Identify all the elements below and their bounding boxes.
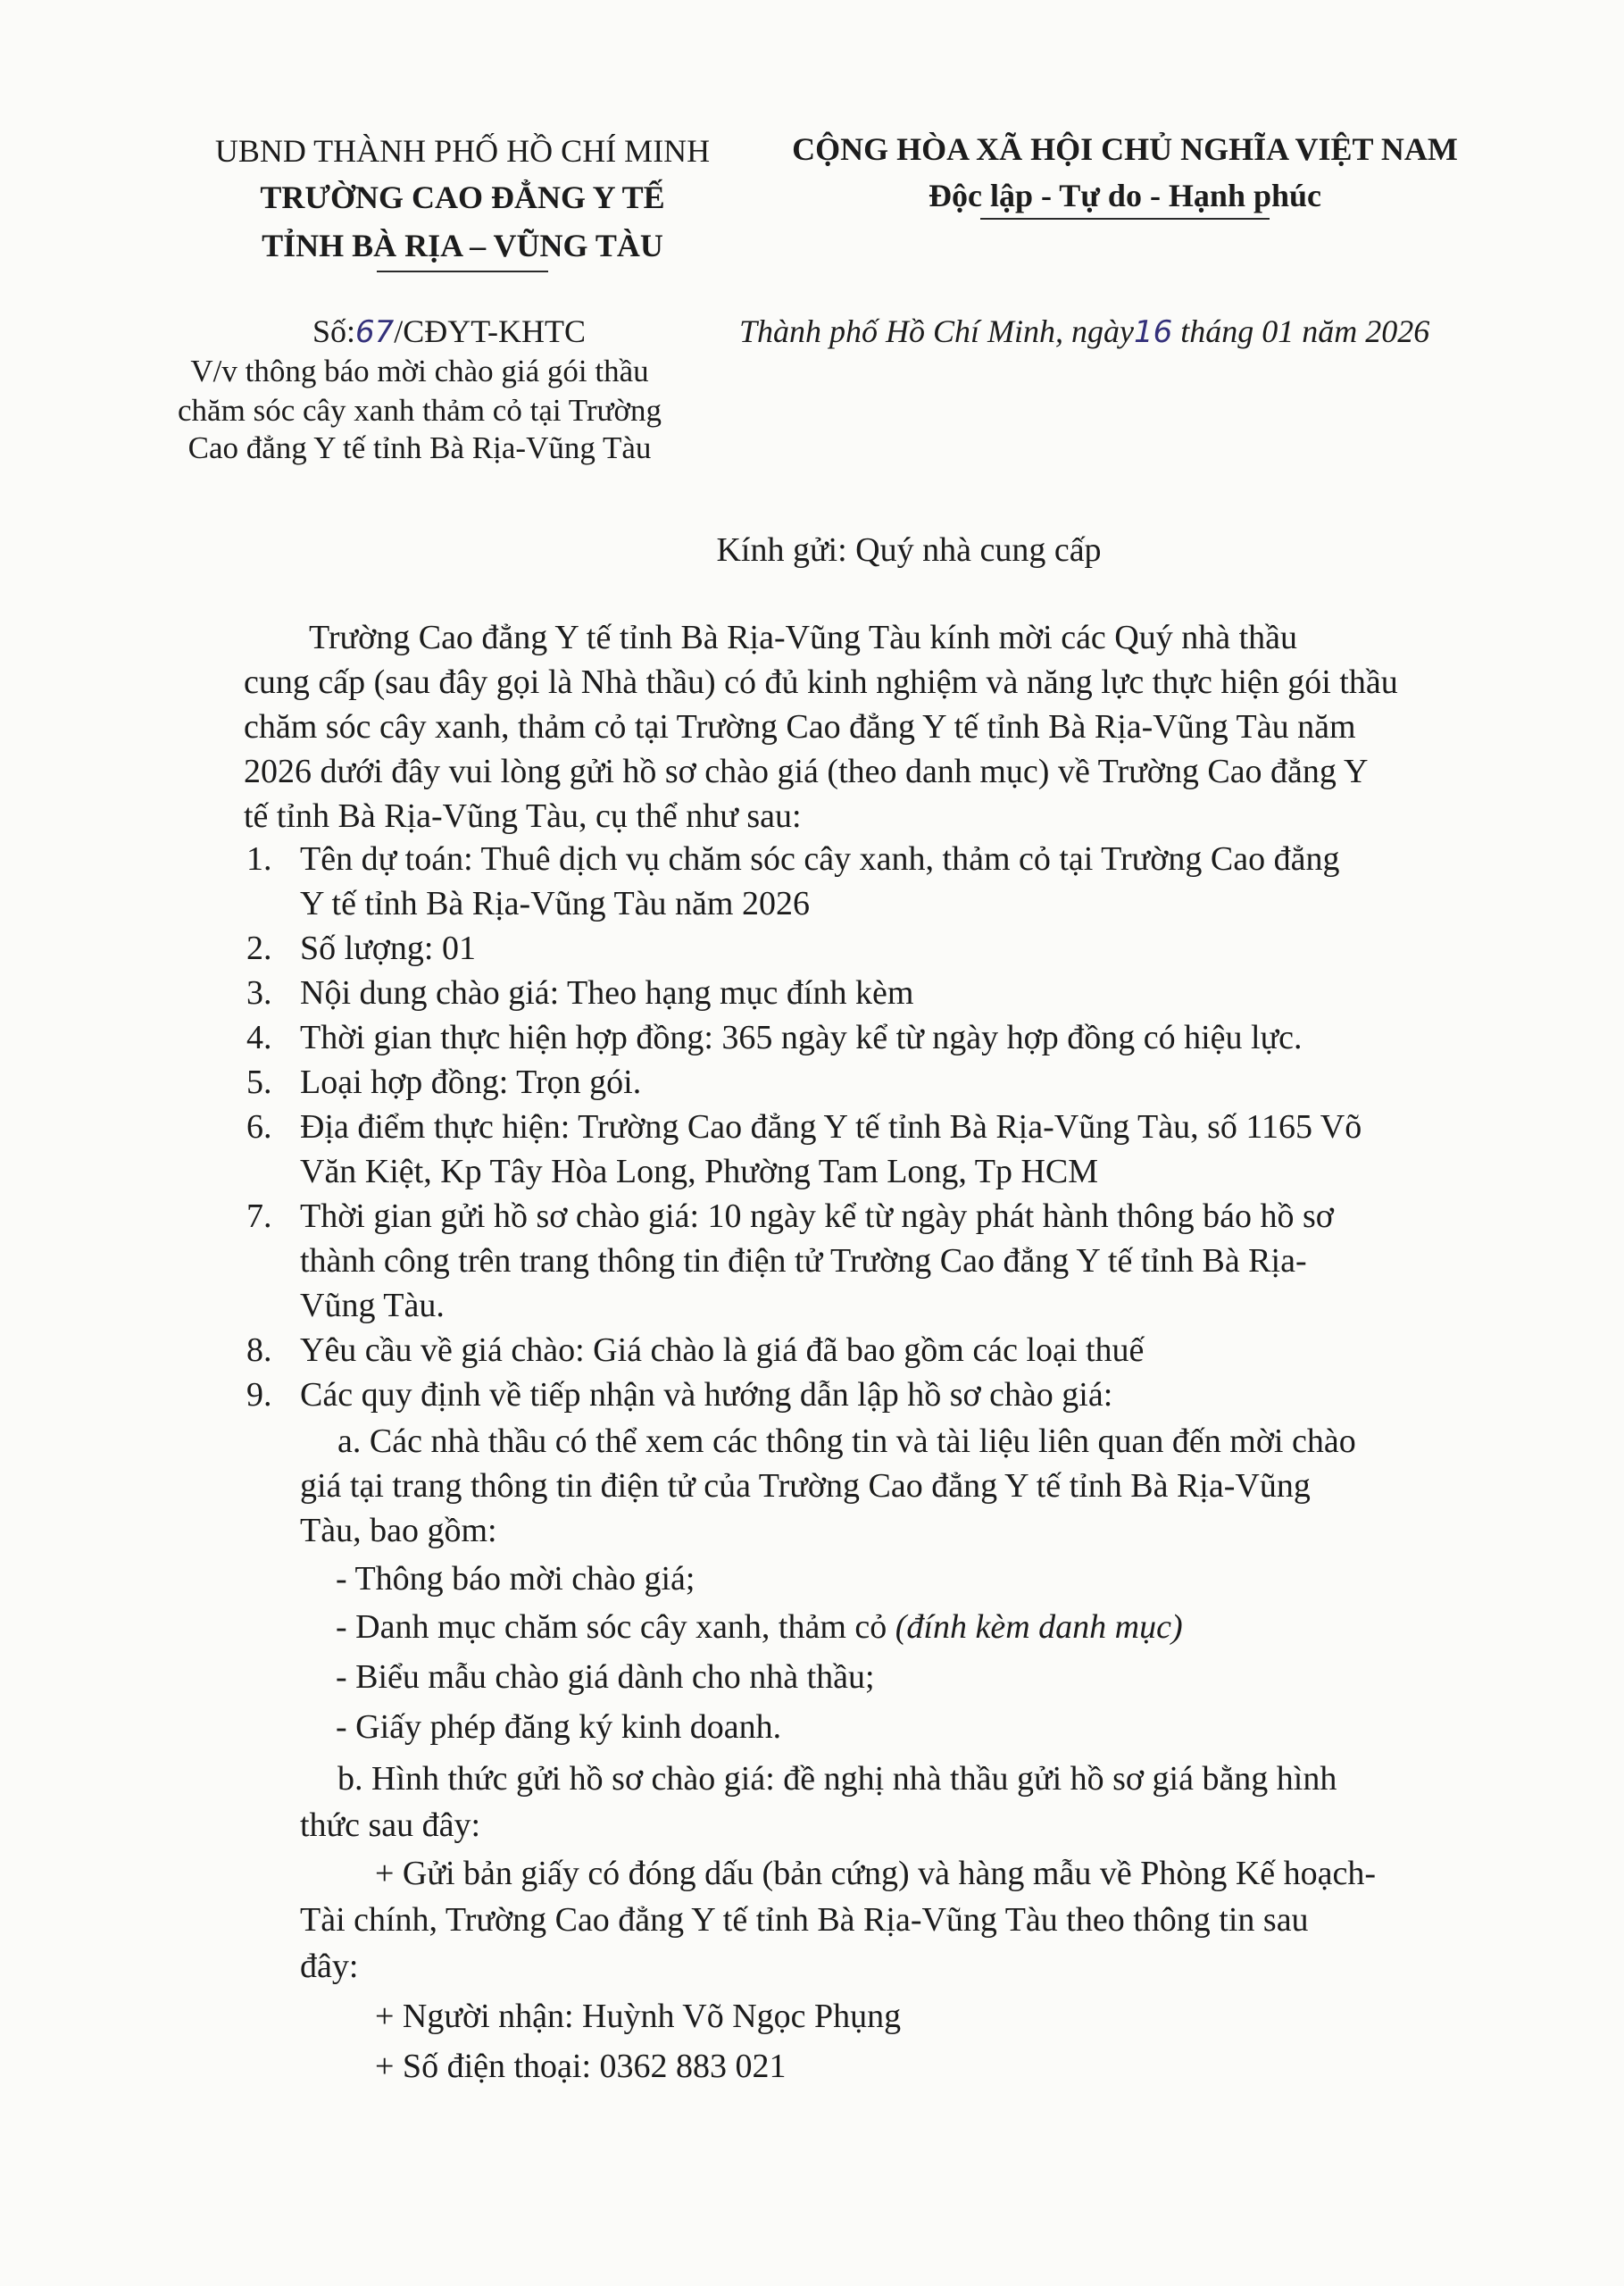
doc-number-handwritten: 67: [355, 314, 395, 350]
national-title: CỘNG HÒA XÃ HỘI CHỦ NGHĨA VIỆT NAM: [792, 131, 1458, 167]
list-item-text: Vũng Tàu.: [300, 1287, 445, 1324]
intro-line: tế tỉnh Bà Rịa-Vũng Tàu, cụ thể như sau:: [244, 797, 802, 835]
section-a-line: giá tại trang thông tin điện tử của Trường Cao đẳng Y tế tỉnh Bà Rịa-Vũng: [300, 1467, 1311, 1505]
list-item-number: 6.: [246, 1108, 272, 1146]
list-item-text: Số lượng: 01: [300, 930, 476, 967]
section-a-bullet-italic: (đính kèm danh mục): [895, 1608, 1183, 1646]
subject-line-1: V/v thông báo mời chào giá gói thầu: [190, 354, 649, 388]
intro-line: Trường Cao đẳng Y tế tỉnh Bà Rịa-Vũng Tàu kính mời các Quý nhà thầu: [309, 619, 1298, 656]
list-item-text: Tên dự toán: Thuê dịch vụ chăm sóc cây xanh, thảm cỏ tại Trường Cao đẳng: [300, 840, 1340, 878]
list-item-number: 4.: [246, 1019, 272, 1056]
section-b-sub-line: Tài chính, Trường Cao đẳng Y tế tỉnh Bà Rịa-Vũng Tàu theo thông tin sau: [300, 1901, 1309, 1939]
list-item-text: Thời gian gửi hồ sơ chào giá: 10 ngày kể từ ngày phát hành thông báo hồ sơ: [300, 1197, 1334, 1235]
date-prefix: Thành phố Hồ Chí Minh, ngày: [739, 313, 1135, 349]
list-item-text: Yêu cầu về giá chào: Giá chào là giá đã bao gồm các loại thuế: [300, 1331, 1145, 1369]
section-a-bullet: - Giấy phép đăng ký kinh doanh.: [336, 1708, 782, 1746]
intro-line: 2026 dưới đây vui lòng gửi hồ sơ chào giá (theo danh mục) về Trường Cao đẳng Y: [244, 753, 1369, 790]
header-right-rule: [980, 218, 1270, 220]
list-item-text: Thời gian thực hiện hợp đồng: 365 ngày kể từ ngày hợp đồng có hiệu lực.: [300, 1019, 1303, 1056]
list-item-number: 1.: [246, 840, 272, 878]
doc-number-prefix: Số:: [312, 313, 356, 349]
list-item-text: thành công trên trang thông tin điện tử Trường Cao đẳng Y tế tỉnh Bà Rịa-: [300, 1242, 1307, 1280]
section-a-line: Tàu, bao gồm:: [300, 1512, 497, 1549]
section-b-sub-line: đây:: [300, 1948, 359, 1985]
list-item-number: 5.: [246, 1064, 272, 1101]
salutation: Kính gửi: Quý nhà cung cấp: [716, 531, 1102, 569]
list-item-text: Nội dung chào giá: Theo hạng mục đính kèm: [300, 974, 914, 1012]
document-date: [739, 313, 1429, 350]
list-item-text: Loại hợp đồng: Trọn gói.: [300, 1064, 642, 1101]
section-b-line: thức sau đây:: [300, 1806, 481, 1844]
header-left-rule: [377, 271, 548, 272]
section-b-sub-line: + Gửi bản giấy có đóng dấu (bản cứng) và hàng mẫu về Phòng Kế hoạch-: [375, 1855, 1377, 1892]
section-a-bullet: [336, 1607, 1183, 1647]
national-motto: Độc lập - Tự do - Hạnh phúc: [928, 178, 1322, 213]
list-item-number: 8.: [246, 1331, 272, 1369]
list-item-text: Các quy định về tiếp nhận và hướng dẫn lập hồ sơ chào giá:: [300, 1376, 1113, 1414]
list-item-number: 7.: [246, 1197, 272, 1235]
date-day-handwritten: 16: [1134, 314, 1173, 350]
date-suffix: tháng 01 năm 2026: [1172, 313, 1430, 349]
recipient-phone: + Số điện thoại: 0362 883 021: [375, 2048, 787, 2085]
document-number: [312, 313, 586, 350]
section-a-line: a. Các nhà thầu có thể xem các thông tin và tài liệu liên quan đến mời chào: [337, 1422, 1356, 1460]
list-item-number: 9.: [246, 1376, 272, 1414]
recipient-name: + Người nhận: Huỳnh Võ Ngọc Phụng: [375, 1998, 902, 2035]
list-item-number: 2.: [246, 930, 272, 967]
list-item-text: Văn Kiệt, Kp Tây Hòa Long, Phường Tam Long, Tp HCM: [300, 1153, 1099, 1190]
section-b-line: b. Hình thức gửi hồ sơ chào giá: đề nghị nhà thầu gửi hồ sơ giá bằng hình: [337, 1760, 1337, 1798]
section-a-bullet: - Biểu mẫu chào giá dành cho nhà thầu;: [336, 1658, 875, 1696]
school-name: TRƯỜNG CAO ĐẲNG Y TẾ: [260, 179, 665, 215]
list-item-text: Địa điểm thực hiện: Trường Cao đẳng Y tế tỉnh Bà Rịa-Vũng Tàu, số 1165 Võ: [300, 1108, 1362, 1146]
intro-line: cung cấp (sau đây gọi là Nhà thầu) có đủ kinh nghiệm và năng lực thực hiện gói thầu: [244, 663, 1398, 701]
subject-line-2: chăm sóc cây xanh thảm cỏ tại Trường: [178, 393, 662, 428]
school-province: TỈNH BÀ RỊA – VŨNG TÀU: [262, 228, 663, 263]
subject-line-3: Cao đẳng Y tế tỉnh Bà Rịa-Vũng Tàu: [187, 430, 652, 465]
intro-line: chăm sóc cây xanh, thảm cỏ tại Trường Cao đẳng Y tế tỉnh Bà Rịa-Vũng Tàu năm: [244, 708, 1356, 746]
list-item-number: 3.: [246, 974, 272, 1012]
list-item-text: Y tế tỉnh Bà Rịa-Vũng Tàu năm 2026: [300, 885, 810, 922]
doc-number-suffix: /CĐYT-KHTC: [394, 313, 586, 349]
section-a-bullet: - Thông báo mời chào giá;: [336, 1560, 695, 1598]
section-a-bullet-text: - Danh mục chăm sóc cây xanh, thảm cỏ: [336, 1608, 887, 1646]
agency-name: UBND THÀNH PHỐ HỒ CHÍ MINH: [214, 133, 711, 169]
